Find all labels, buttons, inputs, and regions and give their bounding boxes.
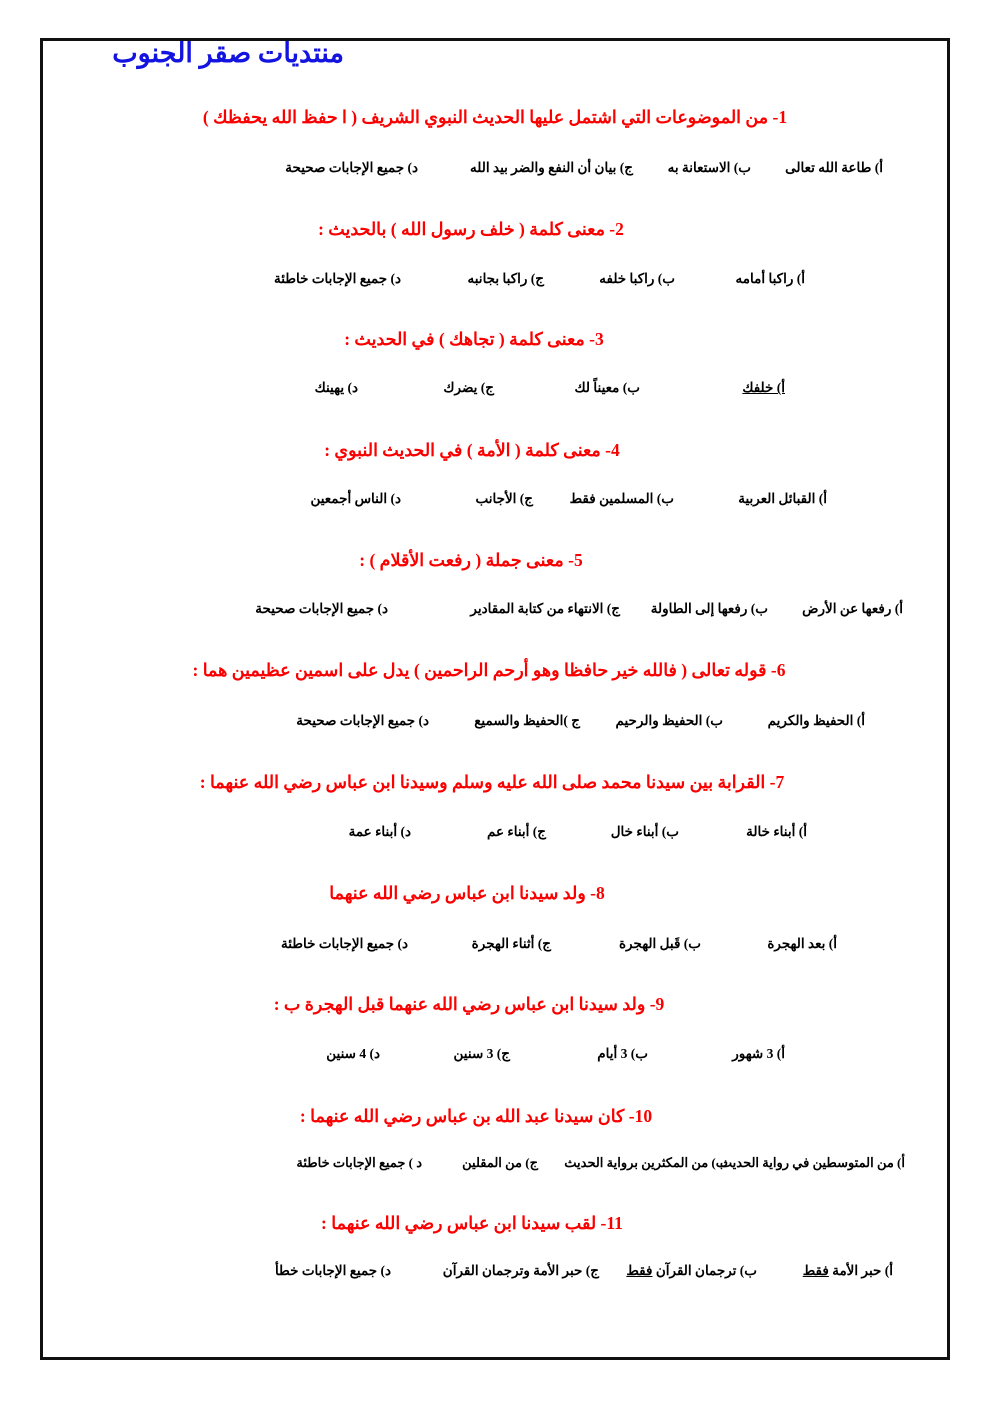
option-c[interactable]: ج) يضرك — [443, 380, 494, 396]
question-block — [85, 219, 905, 287]
option-c[interactable]: ج) بيان أن النفع والضر بيد الله — [470, 160, 633, 176]
option-a[interactable] — [640, 380, 785, 396]
question-stem: 3- معنى كلمة ( تجاهك ) في الحديث : — [344, 329, 604, 350]
question-stem: 8- ولد سيدنا ابن عباس رضي الله عنهما — [329, 883, 605, 904]
option-a[interactable]: أ) طاعة الله تعالى — [785, 160, 883, 176]
option-c[interactable]: ج) الانتهاء من كتابة المقادير — [470, 600, 620, 616]
option-a[interactable]: أ) راكبا أمامه — [735, 270, 805, 286]
option-b[interactable]: ب) الحفيظ والرحيم — [615, 713, 723, 729]
question-options — [85, 713, 905, 729]
option-c[interactable]: ج) الأجانب — [475, 491, 533, 507]
option-d[interactable]: د) جميع الإجابات خاطئة — [273, 270, 401, 286]
option-a[interactable]: أ) بعد الهجرة — [767, 935, 837, 951]
option-b[interactable]: ب) 3 أيام — [597, 1046, 648, 1062]
option-b-text: ب) ترجمان القرآن فقط — [626, 1262, 757, 1278]
question-stem: 11- لقب سيدنا ابن عباس رضي الله عنهما : — [321, 1212, 623, 1233]
question-block — [85, 550, 905, 617]
question-options — [85, 271, 905, 287]
option-a[interactable]: أ) رفعها عن الأرض — [802, 600, 903, 616]
question-stem: 10- كان سيدنا عبد الله بن عباس رضي الله عنهما : — [299, 1105, 653, 1126]
question-block — [85, 883, 905, 951]
option-b[interactable]: ب) من المكثرين برواية الحديث — [564, 1154, 728, 1170]
option-d[interactable]: د) يهينك — [314, 380, 358, 396]
watermark-text: منتديات صقر الجنوب — [112, 38, 344, 68]
question-options — [85, 824, 905, 840]
question-stem: 9- ولد سيدنا ابن عباس رضي الله عنهما قبل الهجرة ب : — [273, 994, 665, 1015]
option-d[interactable]: د) جميع الإجابات صحيحة — [296, 713, 429, 729]
question-block — [85, 660, 905, 729]
question-block — [85, 1106, 905, 1171]
option-c[interactable]: ج) أثناء الهجرة — [471, 935, 551, 951]
question-block — [85, 329, 905, 396]
option-c[interactable]: ج) راكبا بجانبه — [467, 270, 544, 286]
option-b[interactable] — [599, 1263, 757, 1279]
question-stem: 6- قوله تعالى ( فالله خير حافظا وهو أرحم الراحمين ) يدل على اسمين عظيمين هما : — [192, 660, 786, 681]
option-c[interactable]: ج )الحفيظ والسميع — [474, 713, 580, 729]
option-a-text: أ) حبر الأمة فقط — [802, 1262, 893, 1278]
option-a[interactable] — [757, 1263, 893, 1279]
document-page — [40, 38, 950, 1360]
question-options — [85, 1263, 905, 1279]
option-b[interactable]: ب) رفعها إلى الطاولة — [650, 600, 768, 616]
question-options — [85, 1046, 905, 1062]
option-a[interactable]: أ) الحفيظ والكريم — [767, 713, 865, 729]
option-d[interactable]: د) أبناء عمة — [348, 823, 411, 839]
question-options — [85, 1156, 905, 1171]
option-b[interactable]: ب) قَبل الهجرة — [618, 935, 701, 951]
question-block — [85, 772, 905, 840]
option-a[interactable]: أ) القبائل العربية — [738, 491, 827, 507]
option-a[interactable]: أ) 3 شهور — [732, 1046, 785, 1062]
option-a[interactable]: أ) أبناء خالة — [746, 823, 807, 839]
question-stem: 7- القرابة بين سيدنا محمد صلى الله عليه وسلم وسيدنا ابن عباس رضي الله عنهما : — [199, 771, 785, 792]
question-stem: 2- معنى كلمة ( خلف رسول الله ) بالحديث : — [318, 218, 624, 239]
option-d[interactable]: د) الناس أجمعين — [310, 491, 401, 507]
document-body — [43, 41, 947, 1357]
option-d[interactable]: د) جميع الإجابات صحيحة — [255, 600, 388, 616]
question-options — [85, 160, 905, 176]
option-b[interactable]: ب) الاستعانة به — [667, 160, 751, 176]
option-c[interactable]: ج) من المقلين — [462, 1154, 538, 1170]
option-a-underlined: أ) خلفك — [742, 380, 785, 396]
option-c[interactable]: ج) أبناء عم — [486, 823, 546, 839]
question-block — [85, 107, 905, 176]
option-b[interactable]: ب) معيناً لك — [574, 380, 640, 396]
option-b[interactable]: ب) أبناء خال — [610, 823, 679, 839]
question-block — [85, 440, 905, 507]
question-options — [85, 380, 905, 396]
question-block — [85, 1213, 905, 1279]
question-options — [85, 601, 905, 617]
option-d[interactable]: د) 4 سنين — [326, 1046, 380, 1062]
option-b[interactable]: ب) راكبا خلفه — [599, 270, 675, 286]
question-options — [85, 491, 905, 507]
option-d[interactable]: د ) جميع الإجابات خاطئة — [296, 1154, 422, 1170]
option-d[interactable]: د) جميع الإجابات خطأ — [274, 1262, 391, 1278]
option-a[interactable]: أ) من المتوسطين في رواية الحديث — [719, 1154, 905, 1170]
option-c[interactable]: ج) حبر الأمة وترجمان القرآن — [442, 1262, 599, 1278]
option-d[interactable]: د) جميع الإجابات خاطئة — [280, 935, 408, 951]
question-stem: 4- معنى كلمة ( الأمة ) في الحديث النبوي : — [324, 439, 620, 460]
option-d[interactable]: د) جميع الإجابات صحيحة — [285, 160, 418, 176]
question-stem: 1- من الموضوعات التي اشتمل عليها الحديث النبوي الشريف ( ا حفظ الله يحفظك ) — [202, 107, 788, 127]
question-options — [85, 936, 905, 952]
option-b[interactable]: ب) المسلمين فقط — [569, 491, 674, 507]
question-stem: 5- معنى جملة ( رفعت الأقلام ) : — [359, 549, 583, 570]
question-block — [85, 994, 905, 1062]
option-c[interactable]: ج) 3 سنين — [453, 1046, 510, 1062]
